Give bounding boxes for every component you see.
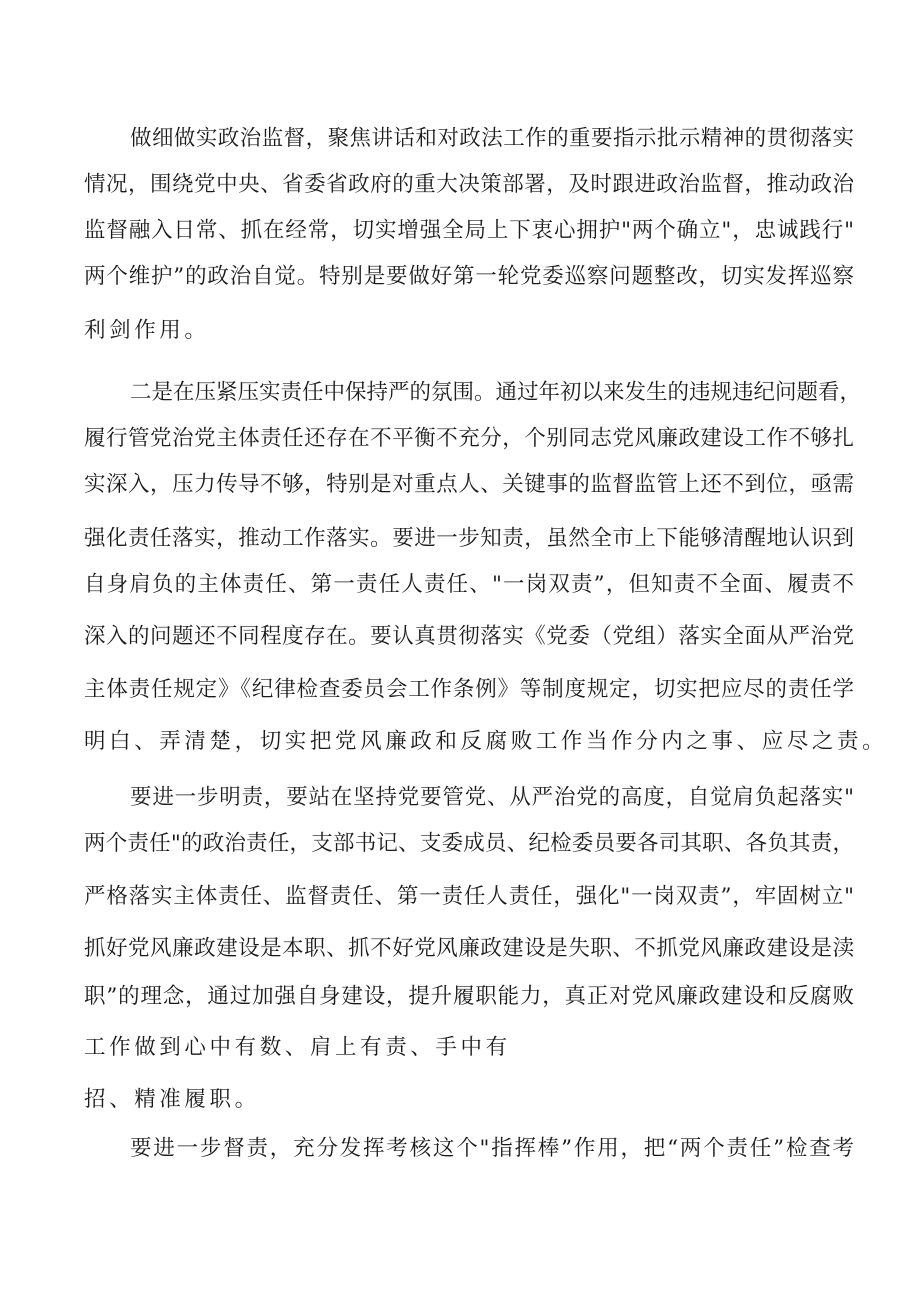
paragraph-3-line-4: 抓好党风廉政建设是本职、抓不好党风廉政建设是失职、不抓党风廉政建设是渎 bbox=[84, 936, 854, 961]
paragraph-1-line-1: 做细做实政治监督，聚焦讲话和对政法工作的重要指示批示精神的贯彻落实 bbox=[130, 126, 854, 151]
paragraph-1-line-2: 情况，围绕党中央、省委省政府的重大决策部署，及时跟进政治监督，推动政治 bbox=[84, 172, 854, 197]
paragraph-2-line-5: 自身肩负的主体责任、第一责任人责任、"一岗双责”，但知责不全面、履责不 bbox=[84, 572, 854, 597]
paragraph-3-line-1: 要进一步明责，要站在坚持党要管党、从严治党的高度，自觉肩负起落实" bbox=[130, 785, 854, 810]
paragraph-3-line-3: 严格落实主体责任、监督责任、第一责任人责任，强化"一岗双责”，牢固树立" bbox=[84, 884, 854, 909]
paragraph-3-line-5: 职”的理念，通过加强自身建设，提升履职能力，真正对党风廉政建设和反腐败 bbox=[84, 984, 854, 1009]
paragraph-1-line-3: 监督融入日常、抓在经常，切实增强全局上下衷心拥护"两个确立"，忠诚践行" bbox=[84, 218, 854, 243]
paragraph-1-line-4: 两个维护”的政治自觉。特别是要做好第一轮党委巡察问题整改，切实发挥巡察 bbox=[84, 264, 854, 289]
paragraph-2-line-7: 主体责任规定》《纪律检查委员会工作条例》等制度规定，切实把应尽的责任学 bbox=[84, 677, 854, 702]
paragraph-2-line-6: 深入的问题还不同程度存在。要认真贯彻落实《党委（党组）落实全面从严治党 bbox=[84, 624, 854, 649]
paragraph-4-line-1: 招、精准履职。 bbox=[84, 1087, 260, 1112]
paragraph-3-line-6: 工作做到心中有数、肩上有责、手中有 bbox=[84, 1035, 511, 1060]
paragraph-1-line-5: 利剑作用。 bbox=[84, 318, 210, 343]
paragraph-2-line-2: 履行管党治党主体责任还存在不平衡不充分，个别同志党风廉政建设工作不够扎 bbox=[84, 426, 854, 451]
paragraph-5-line-1: 要进一步督责，充分发挥考核这个"指挥棒”作用，把“两个责任”检查考 bbox=[130, 1136, 854, 1161]
paragraph-2-line-1: 二是在压紧压实责任中保持严的氛围。通过年初以来发生的违规违纪问题看， bbox=[130, 380, 862, 405]
paragraph-2-line-3: 实深入，压力传导不够，特别是对重点人、关键事的监督监管上还不到位，亟需 bbox=[84, 472, 854, 497]
paragraph-3-line-2: 两个责任"的政治责任，支部书记、支委成员、纪检委员要各司其职、各负其责， bbox=[84, 831, 854, 856]
paragraph-2-line-8: 明白、弄清楚，切实把党风廉政和反腐败工作当作分内之事、应尽之责。 bbox=[84, 729, 888, 754]
paragraph-2-line-4: 强化责任落实，推动工作落实。要进一步知责，虽然全市上下能够清醒地认识到 bbox=[84, 526, 854, 551]
